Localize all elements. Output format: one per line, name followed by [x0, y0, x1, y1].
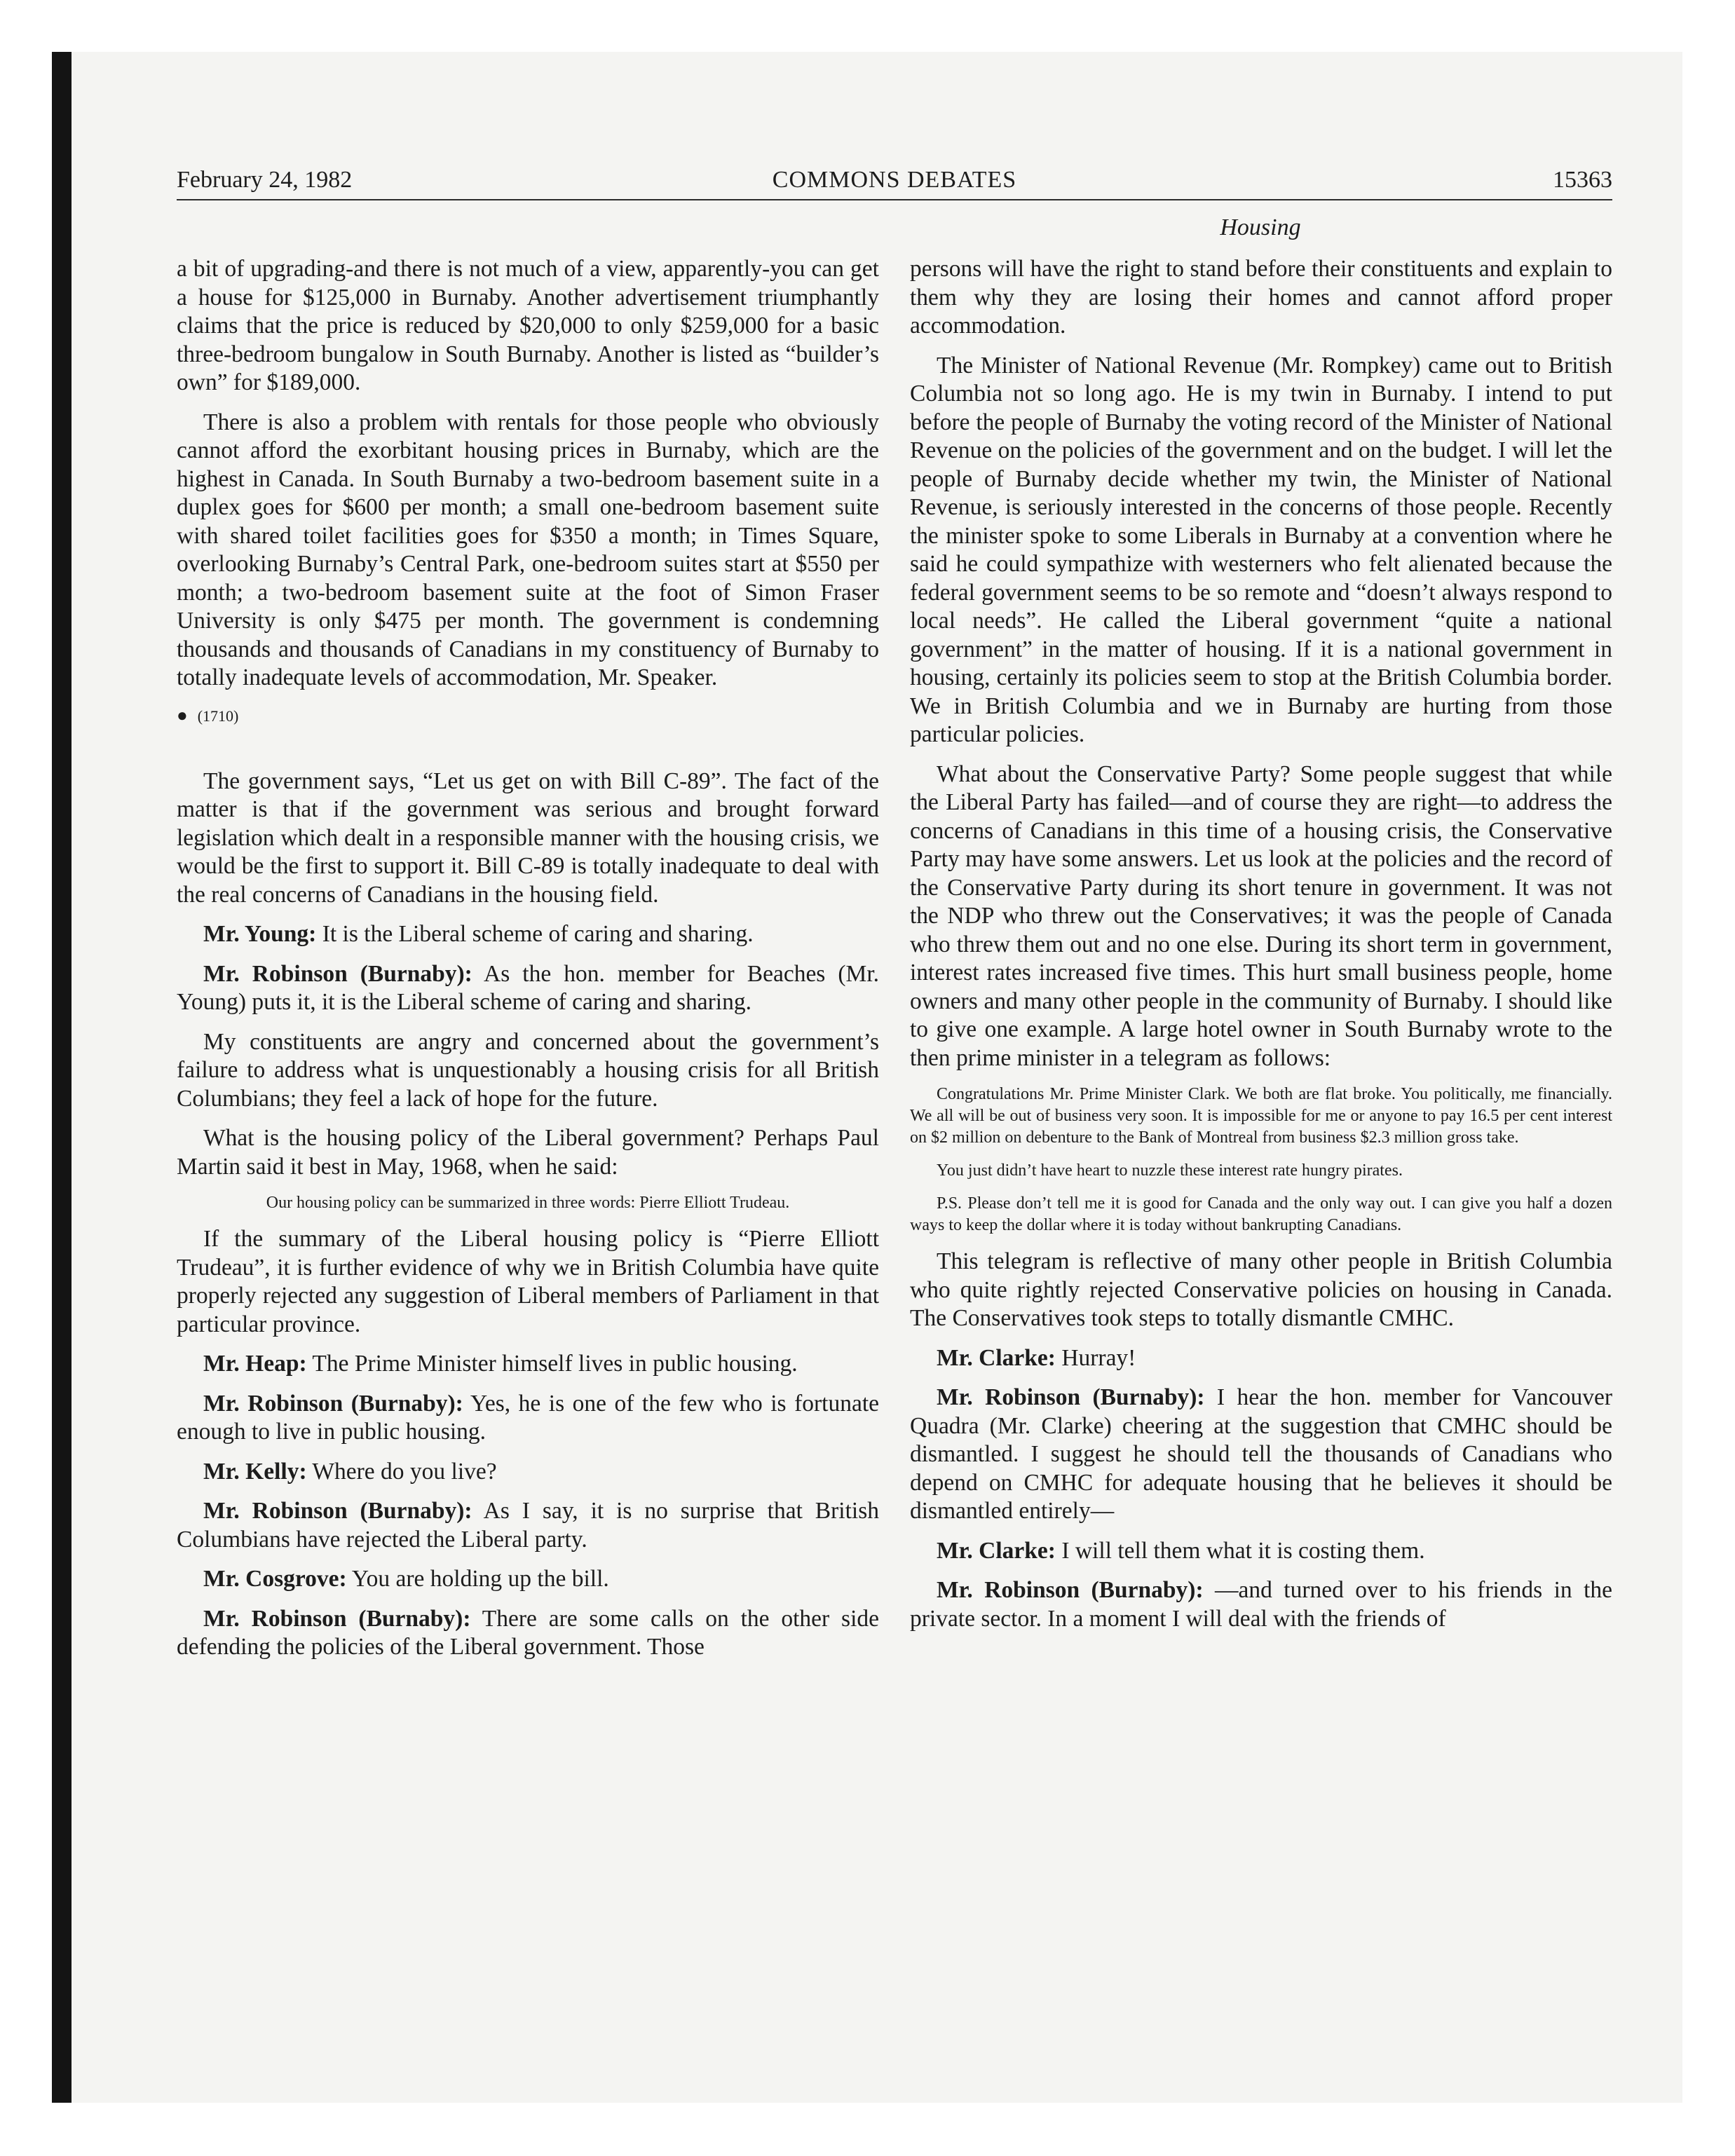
speech [177, 1458, 879, 1487]
paragraph: This telegram is reflective of many other people in British Columbia who quite rightly rejected Conservative policies on housing in Canada. The Conservatives took steps to totally dismantle CMHC. [910, 1248, 1612, 1331]
speech [177, 920, 879, 949]
page-header [177, 163, 1612, 198]
speech [910, 1537, 1612, 1566]
speech [177, 1605, 879, 1662]
left-column [177, 255, 879, 1673]
paragraph: If the summary of the Liberal housing policy is “Pierre Elliott Trudeau”, it is further evidence of why we in British Columbia have quite properly rejected any suggestion of Liberal members of Parliament in that particular province. [177, 1226, 879, 1337]
speech [177, 1350, 879, 1379]
speech-text: There are some calls on the other side defending the policies of the Liberal government. Those [177, 1605, 879, 1660]
paragraph: My constituents are angry and concerned about the government’s failure to address what is unquestionably a housing crisis for all British Columbians; they feel a lack of hope for the future. [177, 1028, 879, 1112]
time-stamp-text: (1710) [197, 707, 239, 725]
speech-text: It is the Liberal scheme of caring and sharing. [316, 921, 754, 947]
speech [177, 1565, 879, 1594]
paragraph: persons will have the right to stand before their constituents and explain to them why they are losing their homes and cannot afford proper accommodation. [910, 256, 1612, 339]
block-quote: Our housing policy can be summarized in three words: Pierre Elliott Trudeau. [266, 1194, 790, 1212]
speech-text: Where do you live? [306, 1458, 497, 1485]
speaker-name: Mr. Robinson (Burnaby): [203, 1605, 471, 1632]
paragraph: The Minister of National Revenue (Mr. Rompkey) came out to British Columbia not so long ago. He is my twin in Burnaby. I intend to put before the people of Burnaby the voting record of the Minister of National Revenue on the policies of the government and on the budget. I will let the people of Burnaby decide whether my twin, the Minister of National Revenue, is seriously interested in the concerns of those people. Recently the minister spoke to some Liberals in Burnaby at a convention where he said he could sympathize with westerners who felt alienated because the federal government seems to be so remote and “doesn’t always respond to local needs”. He called the Liberal government “quite a national government” in the matter of housing. If it is a national government in housing, certainly its policies seem to stop at the British Columbia border. We in British Columbia and we in Burnaby are hurting from those particular policies. [910, 352, 1612, 747]
speaker-name: Mr. Robinson (Burnaby): [937, 1577, 1204, 1603]
speech-text: Hurray! [1055, 1344, 1136, 1371]
speech [177, 1390, 879, 1447]
header-title: COMMONS DEBATES [772, 167, 1017, 193]
speech-text: —and turned over to his friends in the private sector. In a moment I will deal with the friends of [910, 1577, 1612, 1632]
speech-text: The Prime Minister himself lives in public housing. [306, 1351, 798, 1377]
speaker-name: Mr. Clarke: [937, 1537, 1056, 1564]
block-quote: Congratulations Mr. Prime Minister Clark. We both are flat broke. You politically, me financially. We all will be out of business very soon. It is impossible for me or anyone to pay 16.5 per cent interest on $2 million on debenture to the Bank of Montreal from business $2.3 million gross take. [910, 1085, 1612, 1147]
speaker-name: Mr. Clarke: [937, 1344, 1056, 1371]
speaker-name: Mr. Heap: [203, 1351, 307, 1377]
speech [910, 1576, 1612, 1633]
speech-text: Yes, he is one of the few who is fortunate enough to live in public housing. [177, 1390, 879, 1445]
speech-text: As the hon. member for Beaches (Mr. Young) puts it, it is the Liberal scheme of caring and sharing. [177, 960, 879, 1015]
paragraph: There is also a problem with rentals for those people who obviously cannot afford the exorbitant housing prices in Burnaby, which are the highest in Canada. In South Burnaby a two-bedroom basement suite in a duplex goes for $600 per month; a small one-bedroom basement suite with shared toilet facilities goes for $350 a month; in Times Square, overlooking Burnaby’s Central Park, one-bedroom suites start at $550 per month; a two-bedroom basement suite at the foot of Simon Fraser University is only $475 per month. The government is condemning thousands and thousands of Canadians in my constituency of Burnaby to totally inadequate levels of accommodation, Mr. Speaker. [177, 409, 879, 690]
speech-text: As I say, it is no surprise that British Columbians have rejected the Liberal party. [177, 1498, 880, 1553]
speech-text: I will tell them what it is costing them. [1055, 1537, 1425, 1564]
header-date: February 24, 1982 [177, 167, 353, 193]
paragraph: The government says, “Let us get on with Bill C-89”. The fact of the matter is that if the government was serious and brought forward legislation which dealt in a responsible manner with the housing crisis, we would be the first to support it. Bill C-89 is totally inadequate to deal with the real concerns of Canadians in the housing field. [177, 767, 879, 908]
speech [910, 1344, 1612, 1373]
speech-text: You are holding up the bill. [346, 1566, 609, 1592]
speaker-name: Mr. Kelly: [203, 1458, 307, 1485]
speaker-name: Mr. Young: [203, 921, 317, 947]
paragraph: What about the Conservative Party? Some people suggest that while the Liberal Party has failed—and of course they are right—to address the concerns of Canadians in this time of a housing crisis, the Conservative Party may have some answers. Let us look at the policies and the record of the Conservative Party during its short tenure in government. It was not the NDP who threw out the Conservatives; it was the people of Canada who threw them out and no one else. During its short term in government, interest rates increased five times. This hurt small business people, home owners and many other people in the community of Burnaby. I should like to give one example. A large hotel owner in South Burnaby wrote to the then prime minister in a telegram as follows: [910, 760, 1612, 1071]
speech [910, 1384, 1612, 1526]
bullet-icon: ● [177, 704, 188, 725]
speaker-name: Mr. Robinson (Burnaby): [203, 1390, 463, 1417]
speech [177, 1497, 879, 1554]
right-column [910, 255, 1612, 1644]
scan-binding-edge [52, 52, 72, 2103]
speaker-name: Mr. Robinson (Burnaby): [203, 960, 472, 987]
speech-text: I hear the hon. member for Vancouver Quadra (Mr. Clarke) cheering at the suggestion that CMHC should be dismantled. I suggest he should tell the thousands of Canadians who depend on CMHC for adequate housing that he believes it should be dismantled entirely— [910, 1384, 1612, 1524]
speaker-name: Mr. Cosgrove: [203, 1566, 347, 1592]
block-quote: You just didn’t have heart to nuzzle these interest rate hungry pirates. [937, 1161, 1403, 1180]
time-stamp [177, 705, 879, 727]
speaker-name: Mr. Robinson (Burnaby): [203, 1498, 472, 1524]
speech [177, 960, 879, 1017]
speaker-name: Mr. Robinson (Burnaby): [937, 1384, 1205, 1410]
paragraph: a bit of upgrading-and there is not much of a view, apparently-you can get a house for $125,000 in Burnaby. Another advertisement triumphantly claims that the price is reduced by $20,000 to only $259,000 for a basic three-bedroom bungalow in South Burnaby. Another is listed as “builder’s own” for $189,000. [177, 256, 879, 395]
block-quote: P.S. Please don’t tell me it is good for Canada and the only way out. I can give you half a dozen ways to keep the dollar where it is today without bankrupting Canadians. [910, 1194, 1612, 1234]
header-rule [177, 199, 1612, 200]
page-number: 15363 [1553, 167, 1612, 193]
paragraph: What is the housing policy of the Liberal government? Perhaps Paul Martin said it best in May, 1968, when he said: [177, 1125, 879, 1180]
section-title: Housing [1220, 214, 1301, 240]
